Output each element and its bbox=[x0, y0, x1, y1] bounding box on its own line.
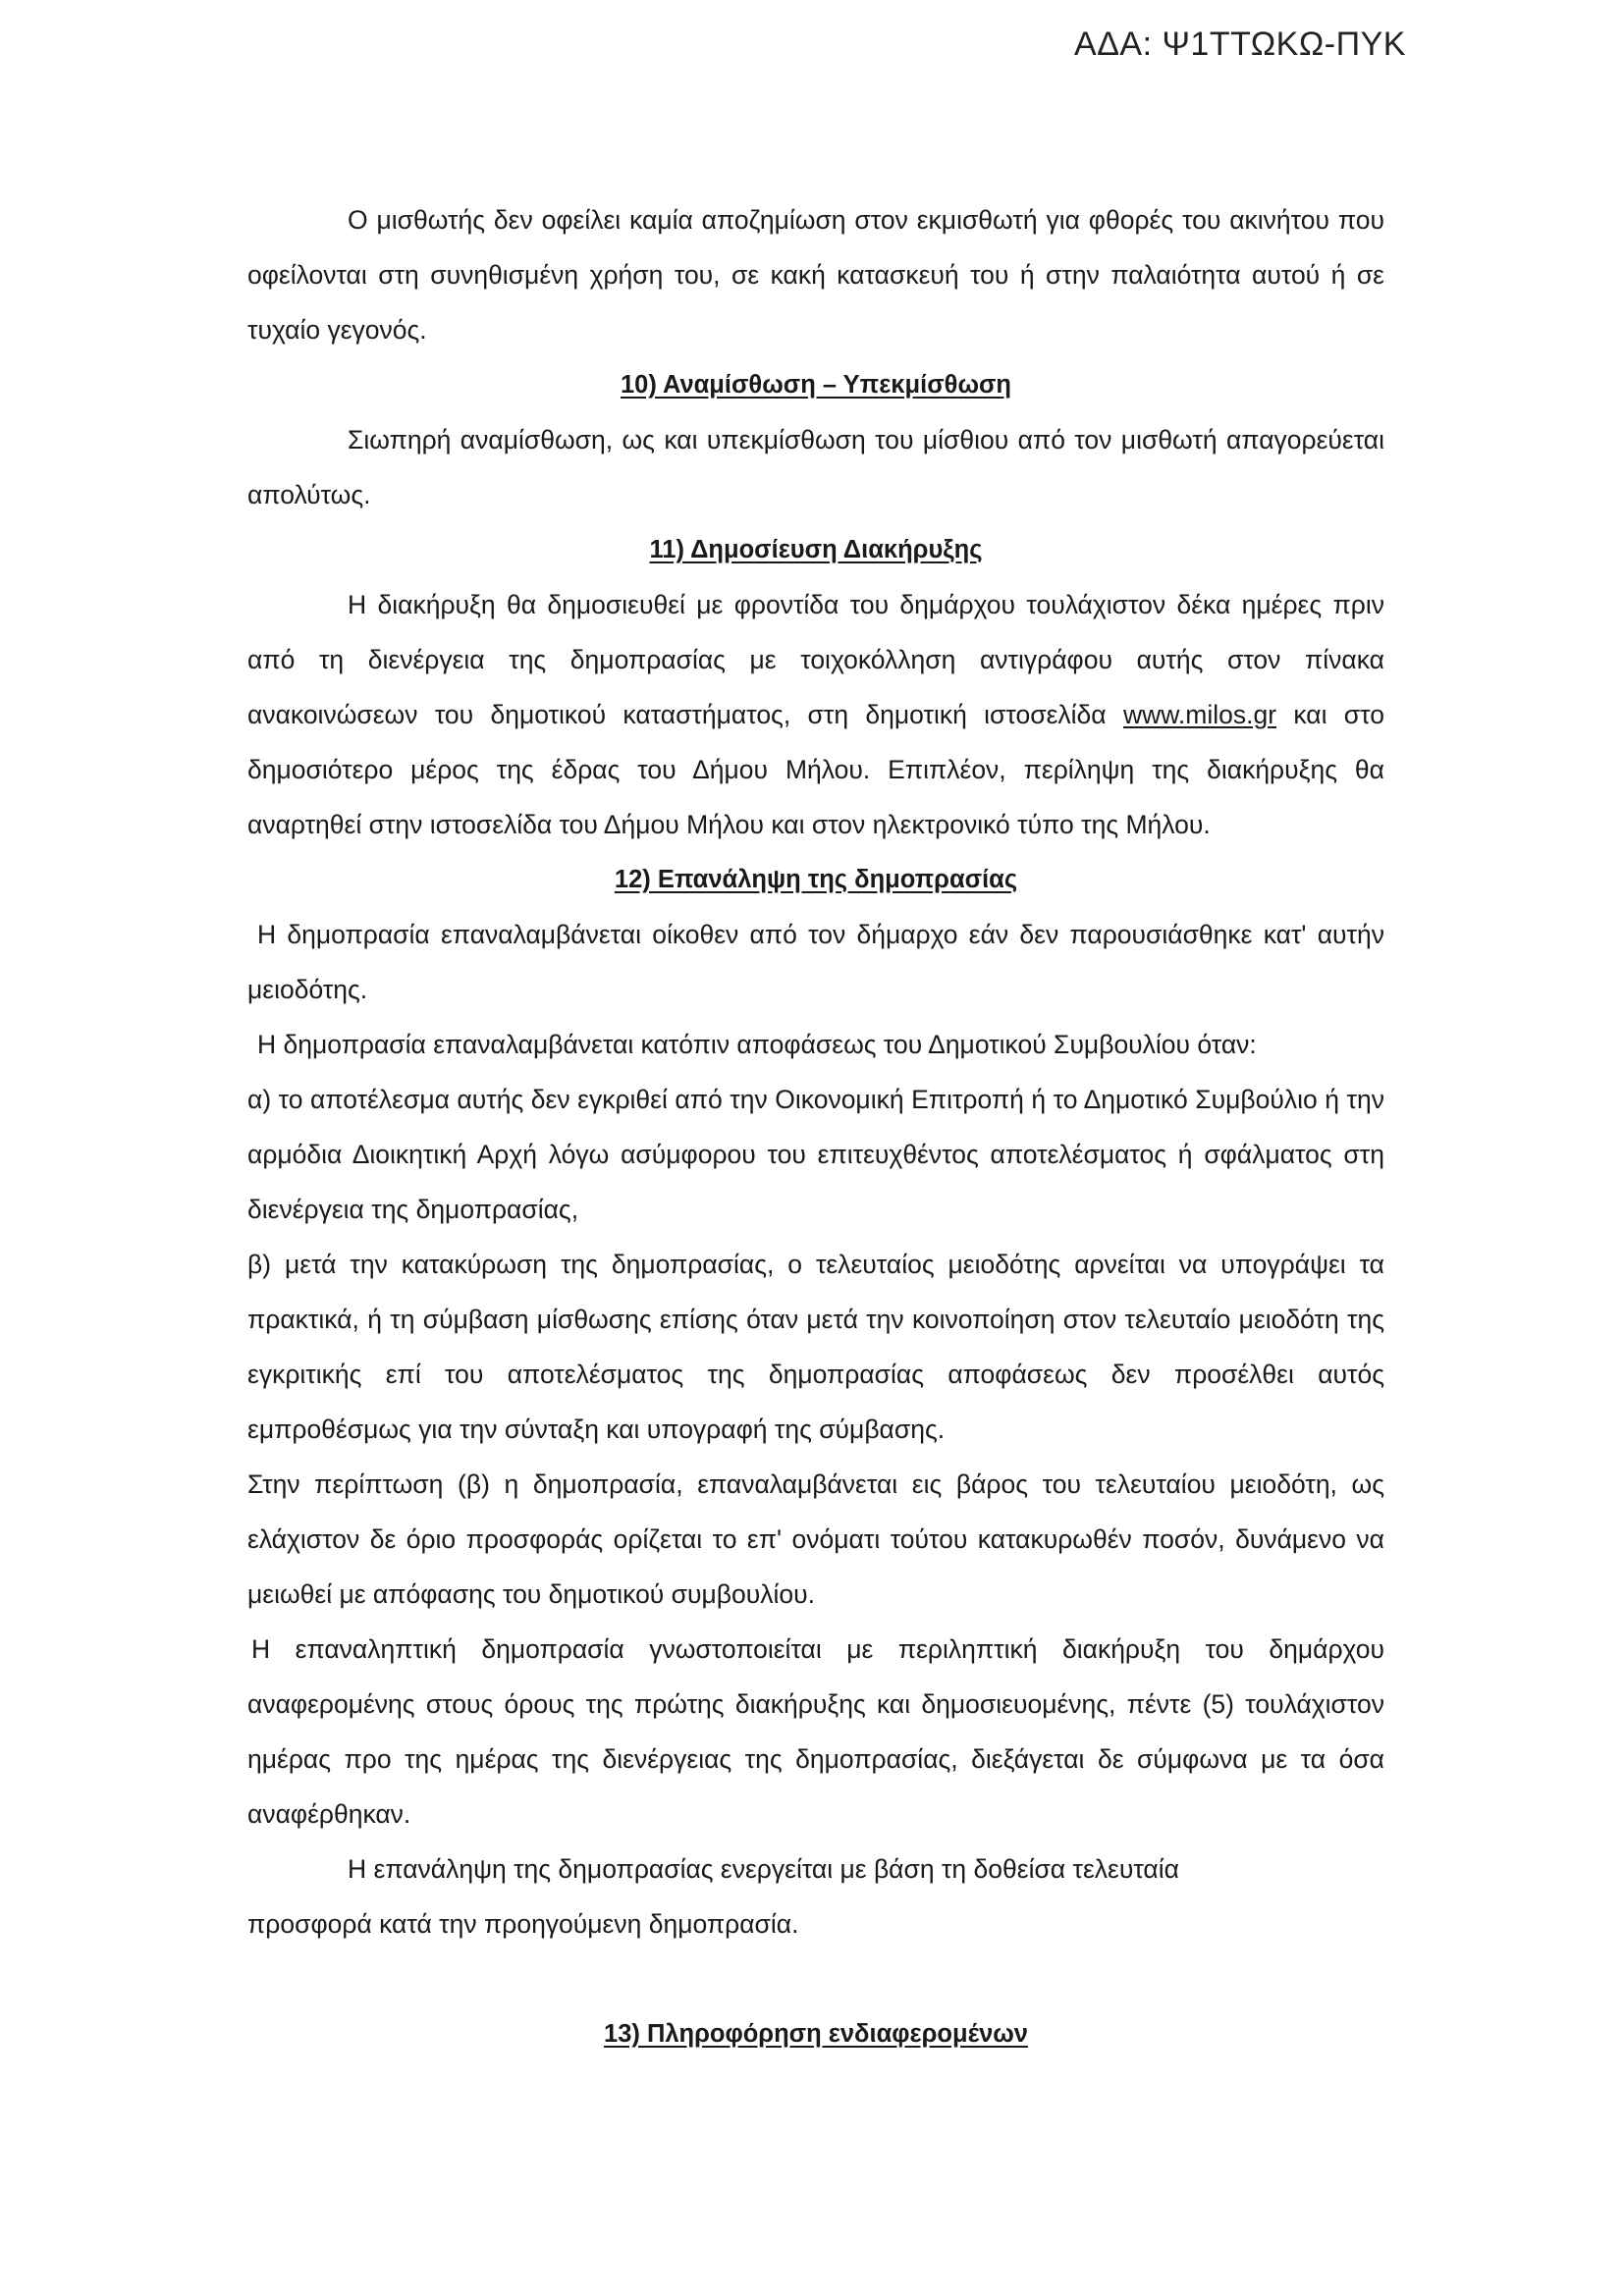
paragraph-repeat-basis-line2: προσφορά κατά την προηγούμενη δημοπρασία. bbox=[247, 1909, 799, 1939]
paragraph-tenant-damages: Ο μισθωτής δεν οφείλει καμία αποζημίωση στον εκμισθωτή για φθορές του ακινήτου που οφείλονται στη συνηθισμένη χρήση του, σε κακή κατασκευή του ή στην παλαιότητα αυτού ή σε τυχαίο γεγονός. bbox=[247, 205, 1384, 345]
ada-code-header: ΑΔΑ: Ψ1ΤΤΩΚΩ-ΠΥΚ bbox=[1074, 26, 1406, 63]
paragraph-repeat-basis-line1: Η επανάληψη της δημοπρασίας ενεργείται με βάση τη δοθείσα τελευταία bbox=[348, 1854, 1179, 1884]
paragraph-case-b: β) μετά την κατακύρωση της δημοπρασίας, ο τελευταίος μειοδότης αρνείται να υπογράψει τα πρακτικά, ή τη σύμβαση μίσθωσης επίσης όταν μετά την κοινοποίηση στον τελευταίο μειοδότη της εγκριτικής επί του αποτελέσματος της δημοπρασίας αποφάσεως δεν προσέλθει αυτός εμπροθέσμως για την σύνταξη και υπογραφή της σύμβασης. bbox=[247, 1250, 1384, 1444]
blank-line bbox=[247, 1951, 1384, 2006]
section-heading-13: 13) Πληροφόρηση ενδιαφερομένων bbox=[604, 2020, 1028, 2048]
paragraph-publication bbox=[247, 577, 1384, 852]
paragraph-repeat-council-decision: Η δημοπρασία επαναλαμβάνεται κατόπιν αποφάσεως του Δημοτικού Συμβουλίου όταν: bbox=[257, 1030, 1257, 1059]
paragraph-repeat-no-bidder: Η δημοπρασία επαναλαμβάνεται οίκοθεν από τον δήμαρχο εάν δεν παρουσιάσθηκε κατ' αυτήν μειοδότης. bbox=[247, 920, 1384, 1004]
paragraph-case-a: α) το αποτέλεσμα αυτής δεν εγκριθεί από την Οικονομική Επιτροπή ή το Δημοτικό Συμβούλιο ή την αρμόδια Διοικητική Αρχή λόγω ασύμφορου του επιτευχθέντος αποτελέσματος ή σφάλματος στη διενέργεια της δημοπρασίας, bbox=[247, 1085, 1384, 1224]
paragraph-case-b-consequence: Στην περίπτωση (β) η δημοπρασία, επαναλαμβάνεται εις βάρος του τελευταίου μειοδότη, ως ελάχιστον δε όριο προσφοράς ορίζεται το επ' ονόματι τούτου κατακυρωθέν ποσόν, δυνάμενο να μειωθεί με απόφασης του δημοτικού συμβουλίου. bbox=[247, 1469, 1384, 1609]
section-heading-11: 11) Δημοσίευση Διακήρυξης bbox=[649, 536, 983, 563]
paragraph-repeat-announcement: Η επαναληπτική δημοπρασία γνωστοποιείται με περιληπτική διακήρυξη του δημάρχου αναφερομένης στους όρους της πρώτης διακήρυξης και δημοσιευομένης, πέντε (5) τουλάχιστον ημέρας προ της ημέρας της διενέργειας της δημοπρασίας, διεξάγεται δε σύμφωνα με τα όσα αναφέρθηκαν. bbox=[247, 1634, 1384, 1829]
section-heading-12: 12) Επανάληψη της δημοπρασίας bbox=[614, 866, 1018, 893]
document-body bbox=[247, 192, 1384, 2061]
milos-website-link[interactable]: www.milos.gr bbox=[1122, 700, 1277, 729]
publication-text-end: και στο δημοσιότερο μέρος της έδρας του Δήμου Μήλου. Επιπλέον, περίληψη της διακήρυξης θα αναρτηθεί στην ιστοσελίδα του Δήμου Μήλου και στον ηλεκτρονικό τύπο της Μήλου. bbox=[247, 700, 1384, 839]
publication-text-start: Η διακήρυξη θα δημοσιευθεί με φροντίδα του δημάρχου τουλάχιστον δέκα ημέρες πριν από τη διενέργεια της δημοπρασίας με τοιχοκόλληση αντιγράφου αυτής στον πίνακα ανακοινώσεων του δημοτικού καταστήματος, στη δημοτική ιστοσελίδα bbox=[247, 590, 1384, 729]
paragraph-sublease: Σιωπηρή αναμίσθωση, ως και υπεκμίσθωση του μίσθιου από τον μισθωτή απαγορεύεται απολύτως. bbox=[247, 425, 1384, 509]
section-heading-10: 10) Αναμίσθωση – Υπεκμίσθωση bbox=[620, 371, 1011, 399]
